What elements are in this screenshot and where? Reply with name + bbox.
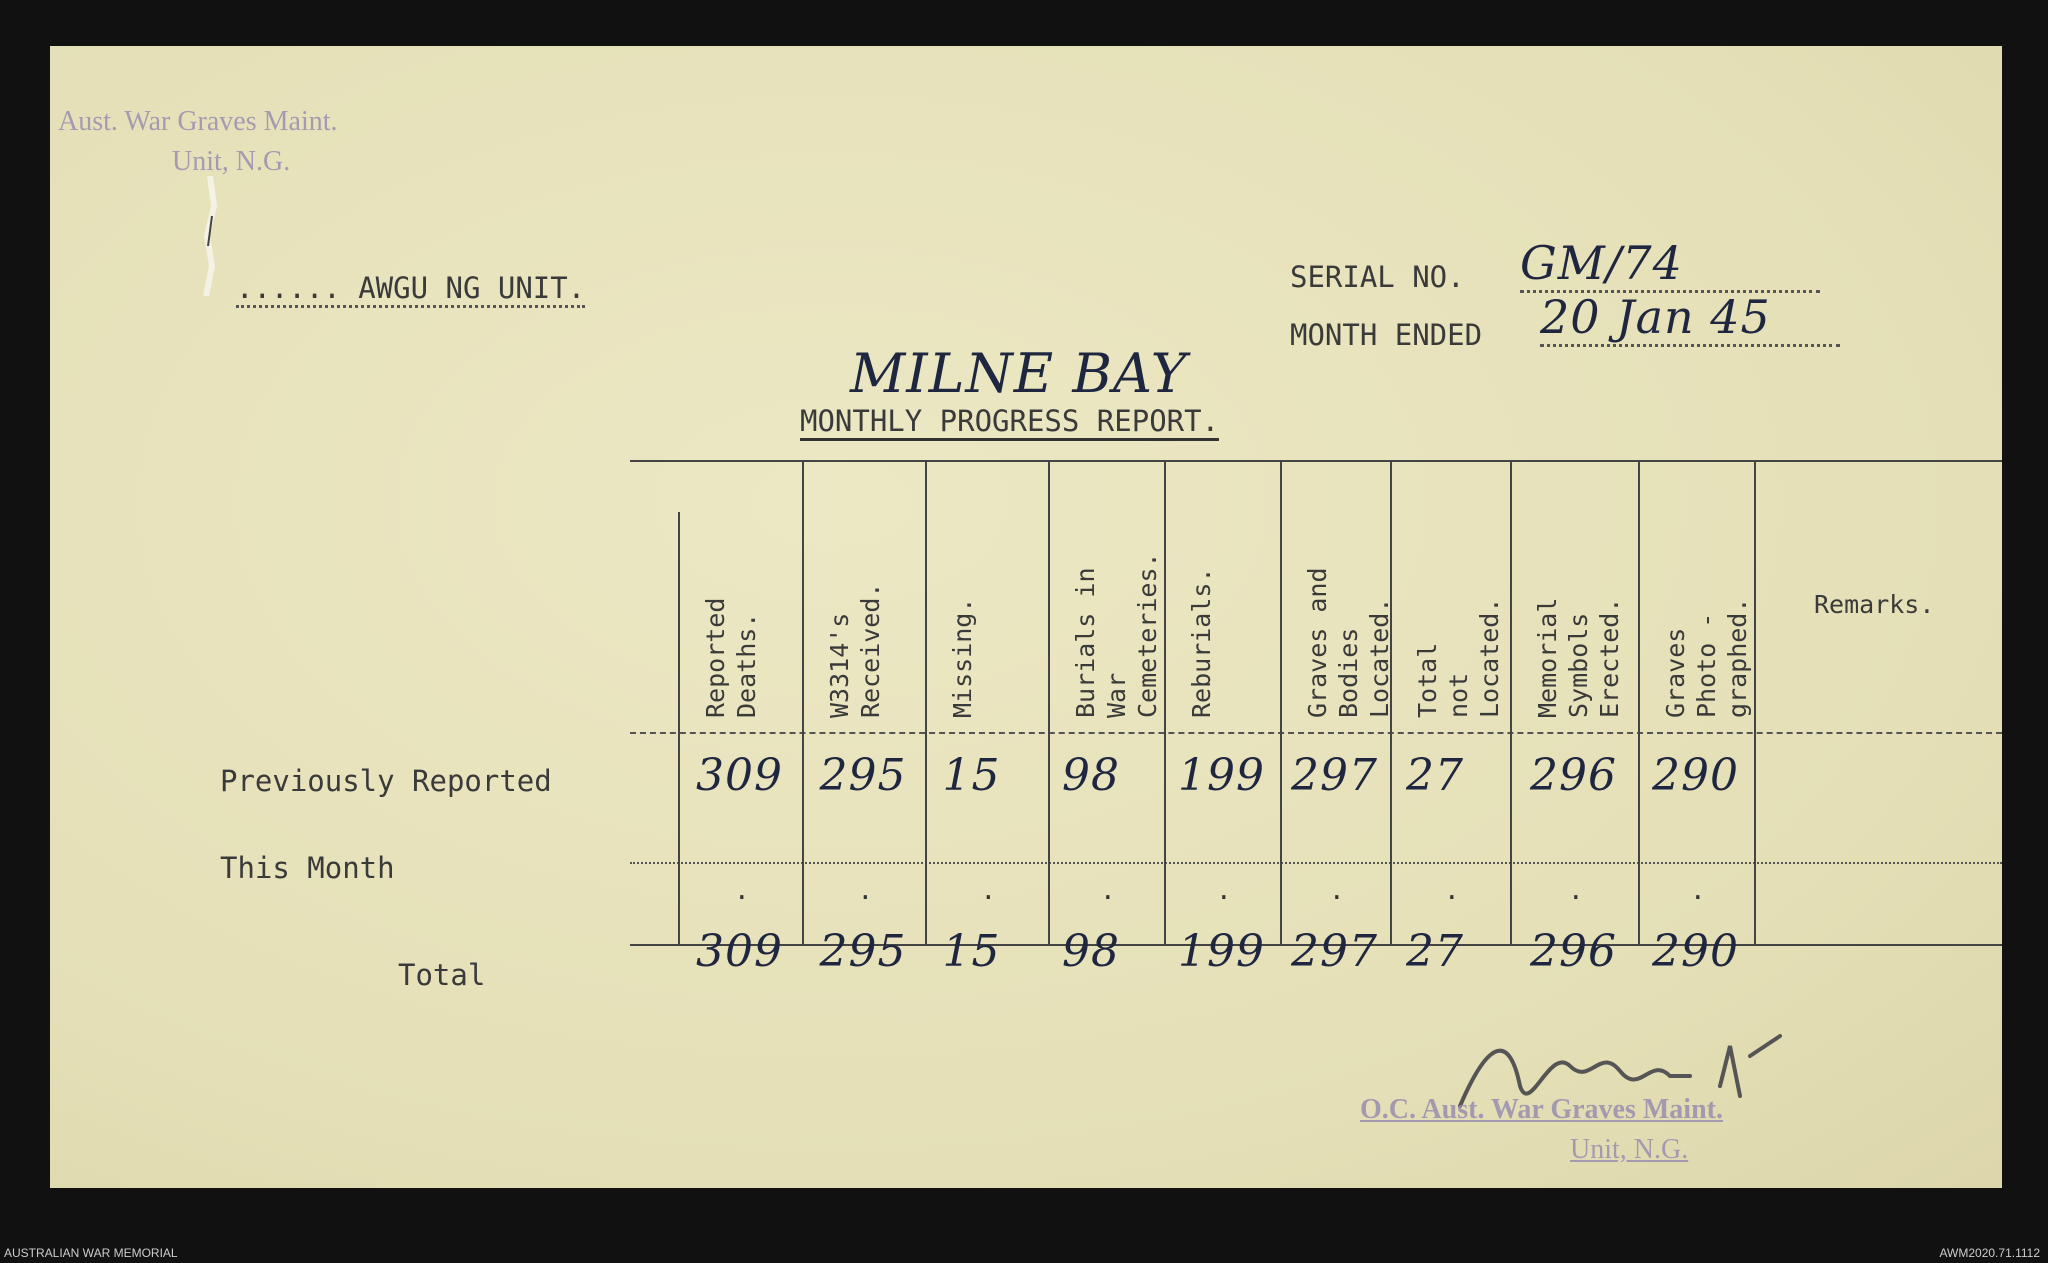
column-header: Burials in War Cemeteries. — [1071, 552, 1162, 718]
table-cell: 98 — [1062, 750, 1120, 801]
progress-table — [630, 460, 2002, 990]
column-header: Memorial Symbols Erected. — [1533, 597, 1624, 718]
remarks-header: Remarks. — [1814, 590, 1935, 619]
table-cell: 309 — [696, 750, 783, 801]
table-cell: . — [734, 876, 750, 906]
table-cell: 290 — [1652, 926, 1739, 977]
table-cell: . — [1329, 876, 1345, 906]
table-cell: 296 — [1530, 926, 1617, 977]
table-cell: . — [1444, 876, 1460, 906]
paper-damage — [198, 176, 222, 296]
table-cell: 27 — [1406, 926, 1464, 977]
table-cell: 290 — [1652, 750, 1739, 801]
column-header: Reported Deaths. — [701, 597, 761, 718]
footer-right: AWM2020.71.1112 — [1939, 1246, 2040, 1260]
signature-stamp-line1: O.C. Aust. War Graves Maint. — [1360, 1094, 1723, 1125]
table-cell: . — [1690, 876, 1706, 906]
location-handwritten: MILNE BAY — [850, 342, 1188, 405]
table-cell: . — [1100, 876, 1116, 906]
table-cell: 199 — [1178, 926, 1265, 977]
column-header: Graves and Bodies Located. — [1303, 567, 1394, 718]
serial-label: SERIAL NO. — [1290, 260, 1465, 294]
table-cell: 309 — [696, 926, 783, 977]
unit-stamp-line1: Aust. War Graves Maint. — [58, 106, 338, 137]
serial-value: GM/74 — [1520, 236, 1820, 293]
archive-footer — [0, 1244, 2048, 1263]
table-cell: . — [980, 876, 997, 906]
table-cell: 199 — [1178, 750, 1265, 801]
footer-left: AUSTRALIAN WAR MEMORIAL — [4, 1246, 178, 1260]
table-cell: . — [1216, 876, 1232, 906]
row-label-this-month: This Month — [220, 851, 395, 885]
month-label: MONTH ENDED — [1290, 318, 1483, 352]
unit-stamp-line2: Unit, N.G. — [172, 146, 291, 177]
signature-stamp-line2: Unit, N.G. — [1570, 1134, 1689, 1165]
column-header: Total not Located. — [1413, 597, 1504, 718]
table-cell: 15 — [942, 926, 1001, 977]
row-label-previously-reported: Previously Reported — [220, 764, 552, 798]
table-cell: 297 — [1291, 926, 1378, 977]
table-cell: 15 — [942, 750, 1001, 801]
table-cell: 296 — [1530, 750, 1617, 801]
unit-line: ...... AWGU NG UNIT. — [236, 271, 585, 308]
table-cell: . — [857, 876, 874, 906]
column-header: Graves Photo - graphed. — [1661, 597, 1752, 718]
report-title: MONTHLY PROGRESS REPORT. — [800, 404, 1219, 441]
month-value: 20 Jan 45 — [1540, 290, 1840, 347]
column-header: W3314's Received. — [825, 582, 885, 718]
document-sheet — [50, 46, 2002, 1188]
table-cell: 295 — [819, 750, 907, 801]
table-vline — [678, 512, 680, 944]
column-header: Reburials. — [1187, 567, 1216, 718]
table-cell: 27 — [1406, 750, 1464, 801]
table-cell: 295 — [819, 926, 907, 977]
row-label-total: Total — [398, 958, 486, 992]
table-cell: 98 — [1062, 926, 1120, 977]
table-cell: . — [1568, 876, 1584, 906]
table-cell: 297 — [1291, 750, 1378, 801]
column-header: Missing. — [948, 597, 977, 718]
